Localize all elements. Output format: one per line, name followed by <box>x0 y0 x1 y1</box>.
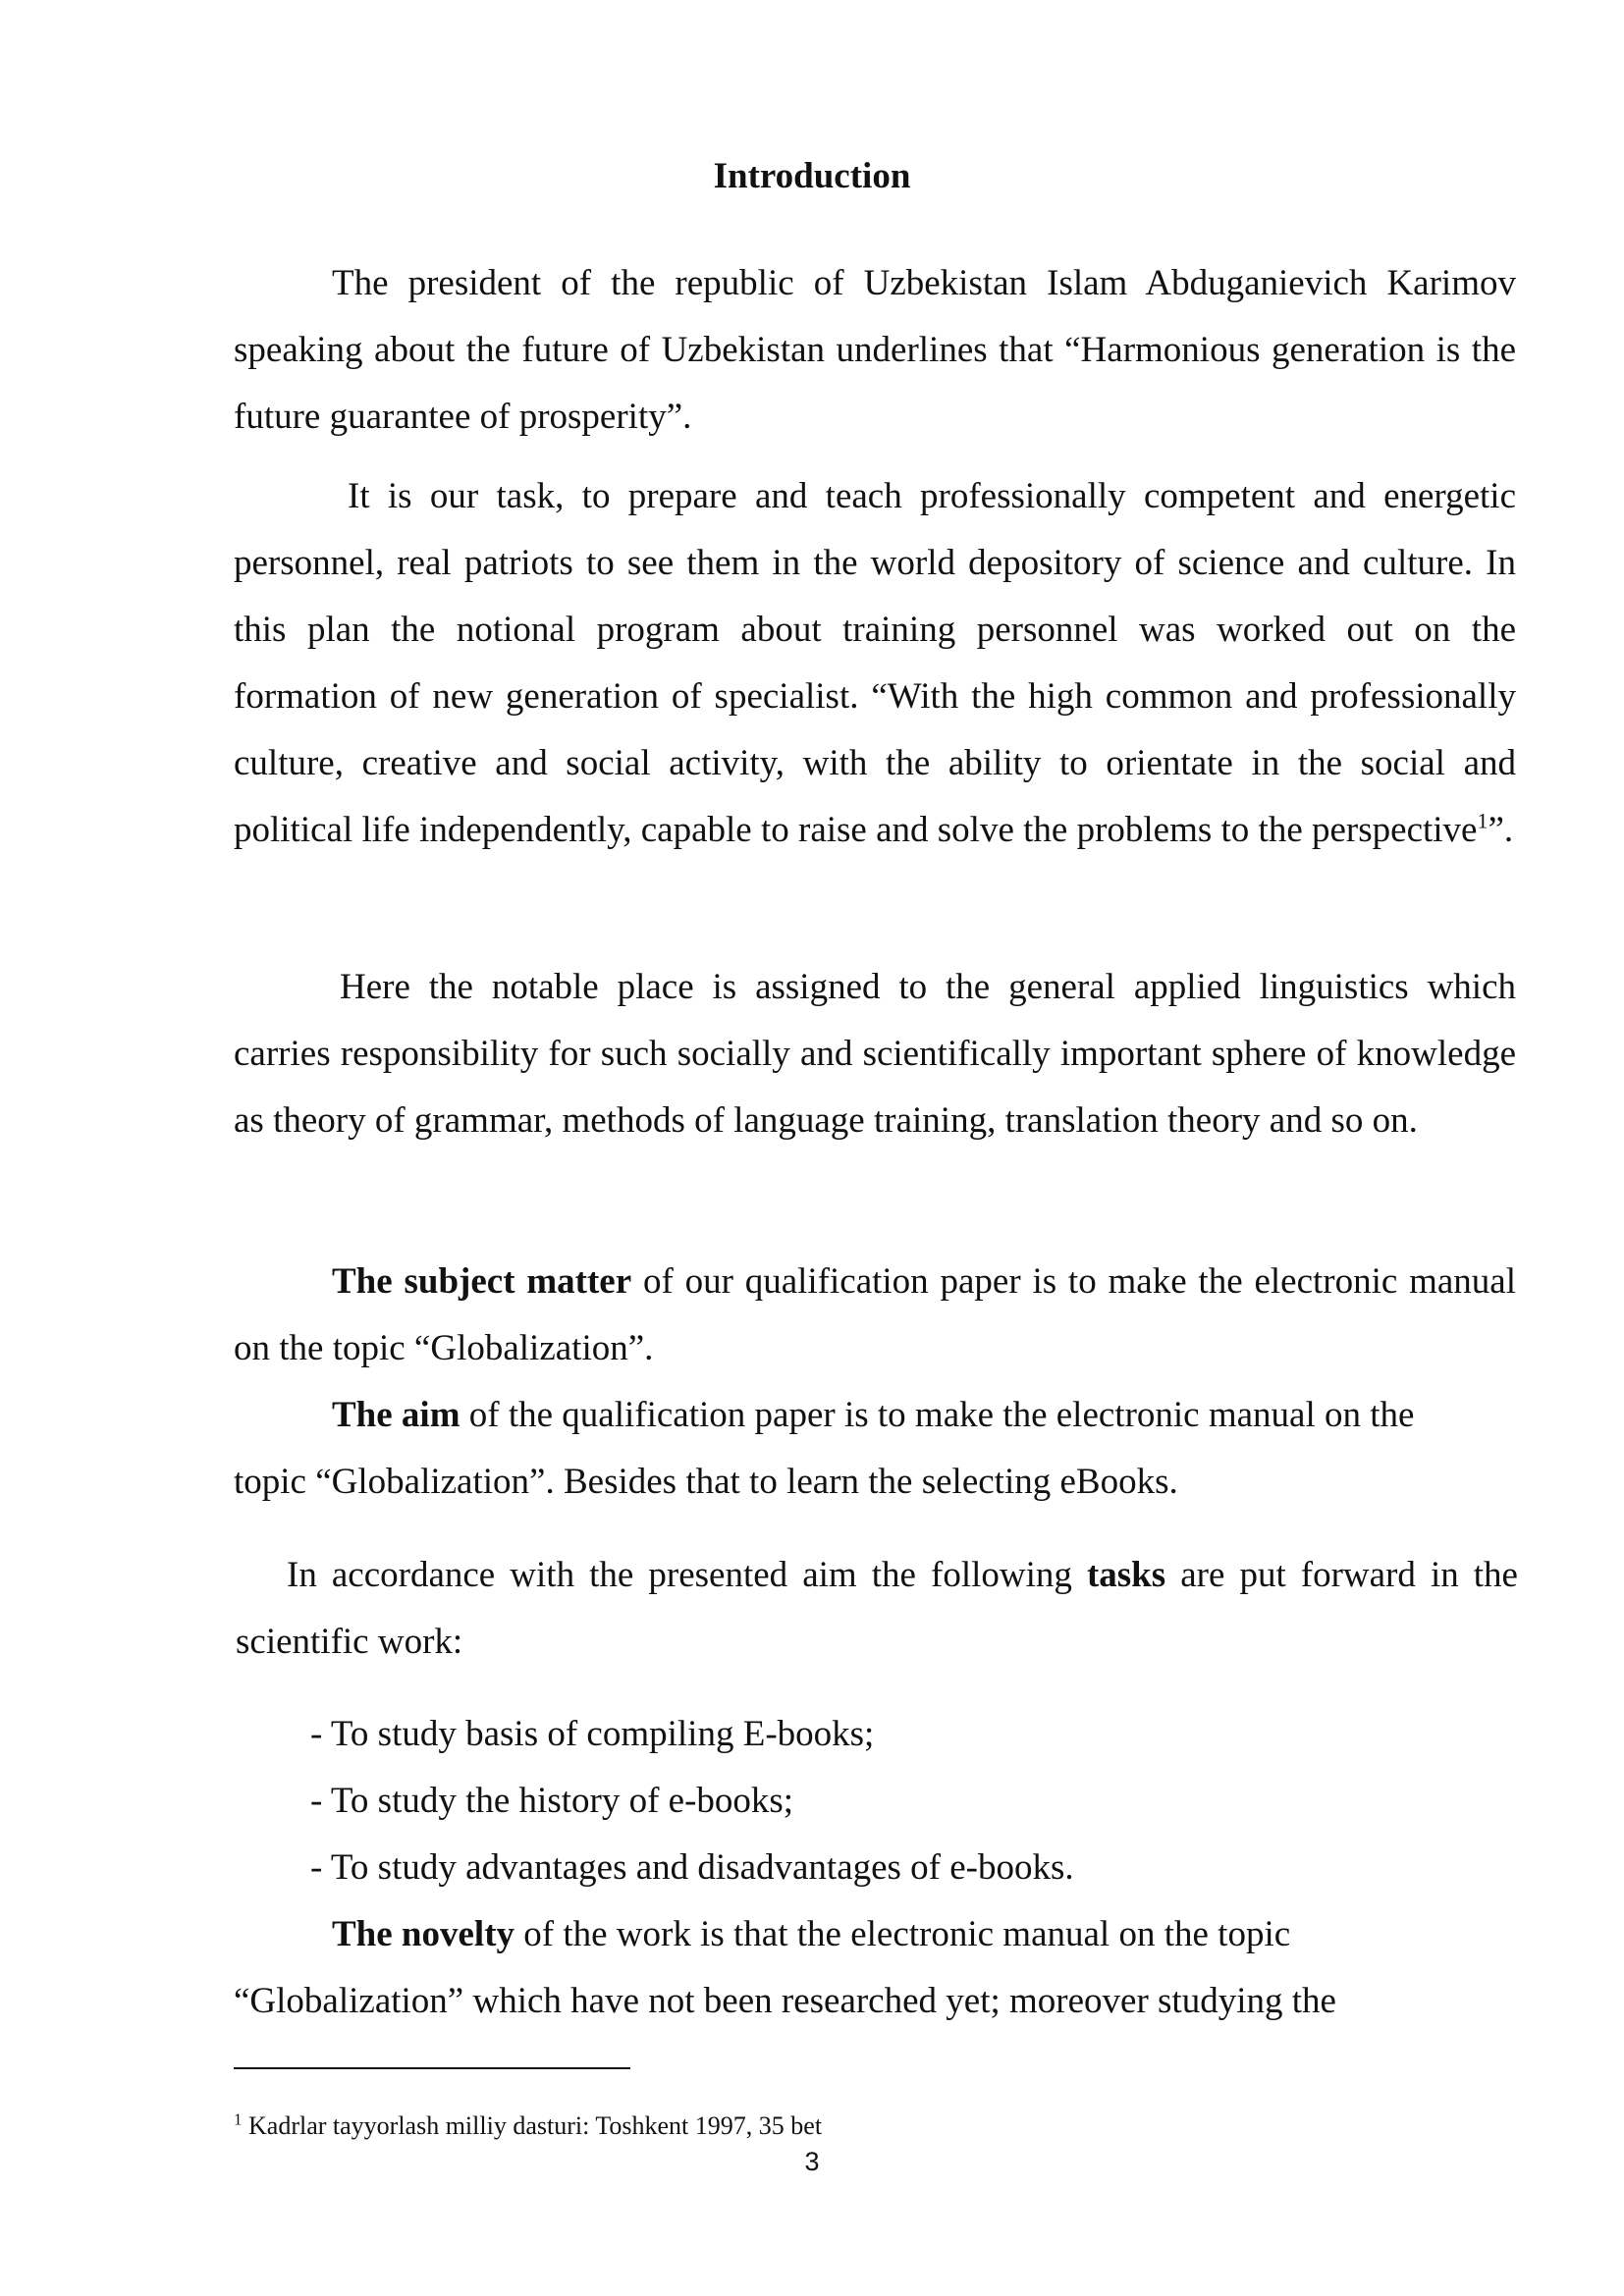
footnote <box>234 2109 1516 2144</box>
paragraph-text: In accordance with the presented aim the following <box>287 1555 1087 1595</box>
footnote-reference: 1 <box>1477 808 1489 833</box>
bold-term: tasks <box>1086 1555 1166 1595</box>
paragraph-text: It is our task, to prepare and teach professionally competent and energetic personnel, real patriots to see them in the world depository of science and culture. In this plan the notional program about training personnel was worked out on the formation of new generation of specialist. “With the high common and professionally culture, creative and social activity, with the ability to orientate in the social and political life independently, capable to raise and solve the problems to the perspective <box>234 476 1516 850</box>
page-title: Introduction <box>713 156 911 196</box>
paragraph-novelty <box>234 1901 1461 2035</box>
paragraph-text: Here the notable place is assigned to the general applied linguistics which carries responsibility for such socially and scientifically important sphere of knowledge as theory of grammar, methods of language training, translation theory and so on. <box>234 967 1516 1141</box>
bold-term: The aim <box>332 1395 460 1435</box>
list-item: - To study the history of e-books; <box>310 1781 794 1821</box>
paragraph-text-end: ”. <box>1488 810 1514 850</box>
paragraph-tasks-intro <box>236 1542 1518 1676</box>
paragraph-president-quote <box>234 250 1516 451</box>
paragraph-text: of the work is that the electronic manual on the topic “Globalization” which have not been researched yet; moreover studying the <box>234 1914 1336 2021</box>
tasks-list <box>310 1701 1516 1901</box>
paragraph-subject-matter <box>234 1249 1516 1382</box>
paragraph-text: The president of the republic of Uzbekistan Islam Abduganievich Karimov speaking about the future of Uzbekistan underlines that “Harmonious generation is the future guarantee of prosperity”. <box>234 263 1516 437</box>
list-item: - To study advantages and disadvantages of e-books. <box>310 1847 1074 1888</box>
paragraph-text: of our qualification paper is to make the electronic manual on the topic “Globalization”. <box>234 1261 1516 1368</box>
paragraph-task-personnel <box>234 463 1516 864</box>
list-item: - To study basis of compiling E-books; <box>310 1714 875 1754</box>
footnote-text: Kadrlar tayyorlash milliy dasturi: Toshkent 1997, 35 bet <box>242 2111 823 2140</box>
paragraph-aim <box>234 1382 1490 1516</box>
footnote-mark: 1 <box>234 2109 243 2129</box>
footnote-separator <box>234 2067 630 2069</box>
bold-term: The subject matter <box>332 1261 632 1302</box>
paragraph-text: are put forward in the scientific work: <box>236 1555 1518 1662</box>
bold-term: The novelty <box>332 1914 515 1954</box>
paragraph-applied-linguistics <box>234 954 1516 1154</box>
page-number: 3 <box>804 2147 820 2176</box>
paragraph-text: of the qualification paper is to make the electronic manual on the topic “Globalization”. Besides that to learn the selecting eBooks. <box>234 1395 1415 1502</box>
